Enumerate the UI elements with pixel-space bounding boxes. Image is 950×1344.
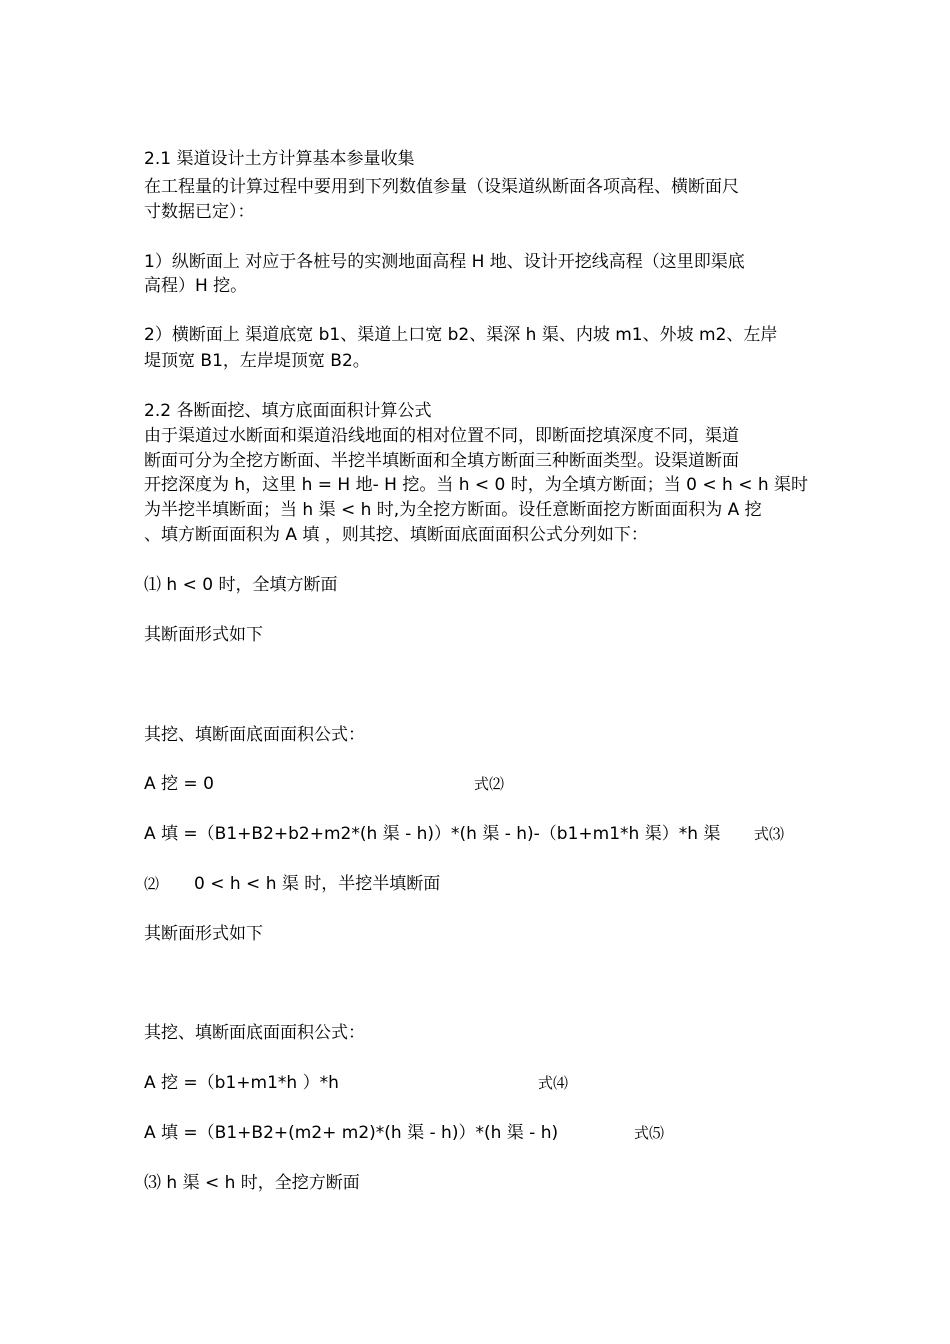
intro-line-2: 寸数据已定）：: [144, 202, 255, 222]
case-3-label: ⑶ h 渠 < h 时，全挖方断面: [144, 1173, 360, 1193]
equation-5: A 填 =（B1+B2+(m2+ m2)*(h 渠 - h)）*(h 渠 - h): [144, 1123, 559, 1143]
section-2-1-heading: 2.1 渠道设计土方计算基本参量收集: [144, 149, 415, 169]
case-2-form-text: 其断面形式如下: [144, 924, 263, 944]
equation-4: A 挖 =（b1+m1*h ）*h: [144, 1073, 339, 1093]
para-line-5: 、填方断面面积为 A 填 ，则其挖、填断面底面面积公式分列如下：: [144, 525, 648, 545]
equation-3: A 填 =（B1+B2+b2+m2*(h 渠 - h)）*(h 渠 - h)-（b1+m1*h 渠）*h 渠: [144, 824, 721, 844]
equation-3-tag: 式⑶: [754, 825, 785, 843]
item-2-line-2: 堤顶宽 B1，左岸堤顶宽 B2。: [144, 351, 370, 371]
case-1-form-text: 其断面形式如下: [144, 625, 263, 645]
item-1-line-1: 1）纵断面上 对应于各桩号的实测地面高程 H 地、设计开挖线高程（这里即渠底: [144, 252, 745, 272]
equation-4-tag: 式⑷: [538, 1074, 569, 1092]
case-2-formula-intro: 其挖、填断面底面面积公式：: [144, 1023, 365, 1043]
para-line-4: 为半挖半填断面；当 h 渠 < h 时,为全挖方断面。设任意断面挖方断面面积为 A 挖: [144, 500, 762, 520]
para-line-3: 开挖深度为 h，这里 h = H 地- H 挖。当 h < 0 时，为全填方断面；当 0 < h < h 渠时: [144, 475, 809, 495]
equation-2: A 挖 = 0: [144, 774, 214, 794]
equation-5-tag: 式⑸: [634, 1124, 665, 1142]
equation-2-tag: 式⑵: [474, 775, 505, 793]
case-1-formula-intro: 其挖、填断面底面面积公式：: [144, 725, 365, 745]
item-1-line-2: 高程）H 挖。: [144, 276, 248, 296]
case-1-label: ⑴ h < 0 时，全填方断面: [144, 575, 338, 595]
section-2-2-heading: 2.2 各断面挖、填方底面面积计算公式: [144, 401, 432, 421]
intro-line-1: 在工程量的计算过程中要用到下列数值参量（设渠道纵断面各项高程、横断面尺: [144, 177, 739, 197]
para-line-1: 由于渠道过水断面和渠道沿线地面的相对位置不同，即断面挖填深度不同，渠道: [144, 426, 739, 446]
item-2-line-1: 2）横断面上 渠道底宽 b1、渠道上口宽 b2、渠深 h 渠、内坡 m1、外坡 m2、左岸: [144, 325, 778, 345]
case-2-number: ⑵: [144, 875, 160, 893]
case-2-label: 0 < h < h 渠 时，半挖半填断面: [194, 874, 441, 894]
para-line-2: 断面可分为全挖方断面、半挖半填断面和全填方断面三种断面类型。设渠道断面: [144, 451, 739, 471]
